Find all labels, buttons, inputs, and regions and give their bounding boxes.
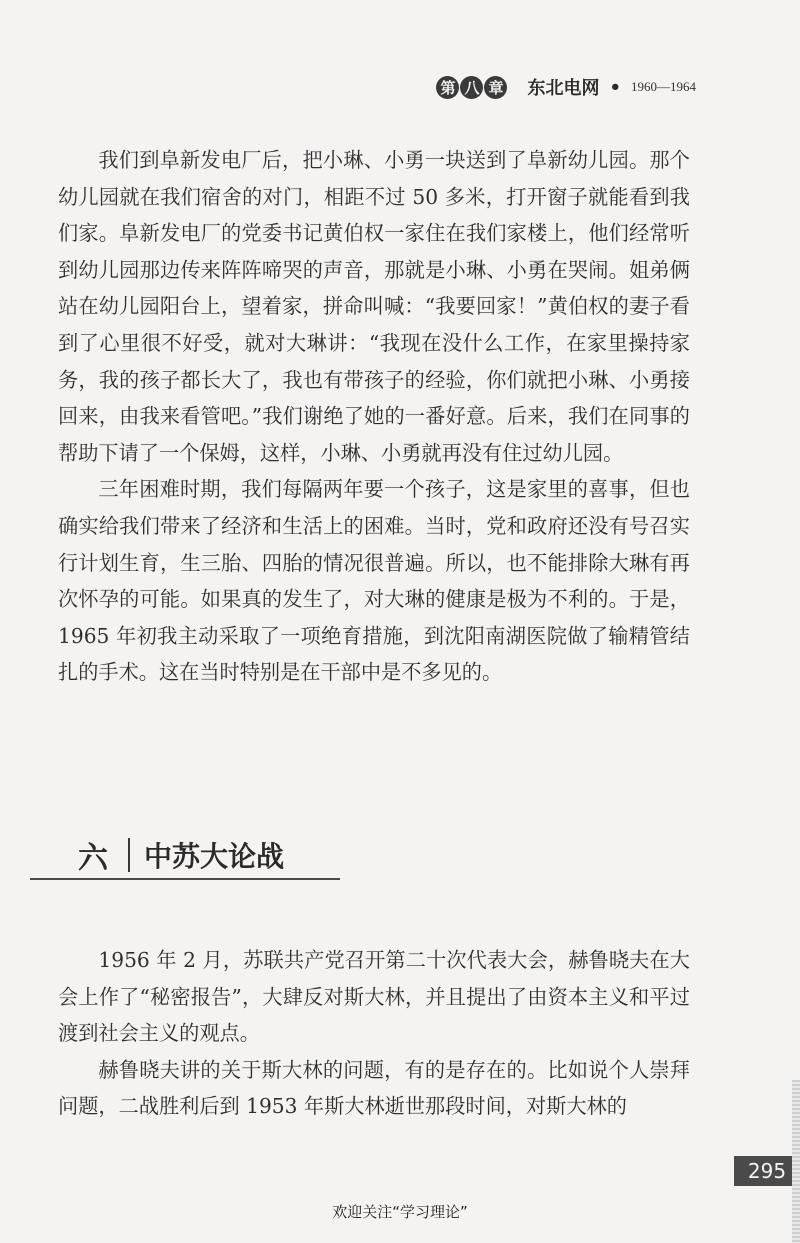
footer-watermark: 欢迎关注“学习理论”: [332, 1203, 468, 1221]
body-text-top: [58, 142, 690, 691]
chapter-char: 八: [460, 76, 483, 99]
paragraph: 1956 年 2 月，苏联共产党召开第二十次代表大会，赫鲁晓夫在大会上作了“秘密报告”，大肆反对斯大林，并且提出了由资本主义和平过渡到社会主义的观点。: [58, 948, 690, 1046]
body-text-bottom: [58, 942, 690, 1125]
paragraph: 三年困难时期，我们每隔两年要一个孩子，这是家里的喜事，但也确实给我们带来了经济和生活上的困难。当时，党和政府还没有号召实行计划生育，生三胎、四胎的情况很普遍。所以，也不能排除大琳有再次怀孕的可能。如果真的发生了，对大琳的健康是极为不利的。于是，1965 年初我主动采取了一项绝育措施，到沈阳南湖医院做了输精管结扎的手术。这在当时特别是在干部中是不多见的。: [58, 477, 690, 685]
chapter-char: 第: [436, 76, 459, 99]
paragraph: 赫鲁晓夫讲的关于斯大林的问题，有的是存在的。比如说个人崇拜问题，二战胜利后到 1953 年斯大林逝世那段时间，对斯大林的: [58, 1057, 690, 1119]
running-header: [436, 74, 696, 100]
section-divider: [128, 838, 130, 872]
chapter-char: 章: [484, 76, 507, 99]
chapter-title: 东北电网: [527, 78, 600, 99]
paragraph: 我们到阜新发电厂后，把小琳、小勇一块送到了阜新幼儿园。那个幼儿园就在我们宿舍的对门，相距不过 50 多米，打开窗子就能看到我们家。阜新发电厂的党委书记黄伯权一家住在我们家楼上，他们经常听到幼儿园那边传来阵阵啼哭的声音，那就是小琳、小勇在哭闹。姐弟俩站在幼儿园阳台上，望着家，拼命叫喊：“我要回家！”黄伯权的妻子看到了心里很不好受，就对大琳讲：“我现在没什么工作，在家里操持家务，我的孩子都长大了，我也有带孩子的经验，你们就把小琳、小勇接回来，由我来看管吧。”我们谢绝了她的一番好意。后来，我们在同事的帮助下请了一个保姆，这样，小琳、小勇就再没有住过幼儿园。: [58, 148, 690, 465]
section-heading: [60, 833, 284, 877]
section-number: 六: [78, 841, 108, 876]
page-number: 295: [734, 1156, 800, 1186]
chapter-badge: [436, 76, 507, 99]
section-underline: [30, 878, 340, 880]
header-separator: •: [609, 76, 621, 98]
chapter-years: 1960—1964: [631, 79, 696, 94]
section-title: 中苏大论战: [144, 840, 285, 873]
